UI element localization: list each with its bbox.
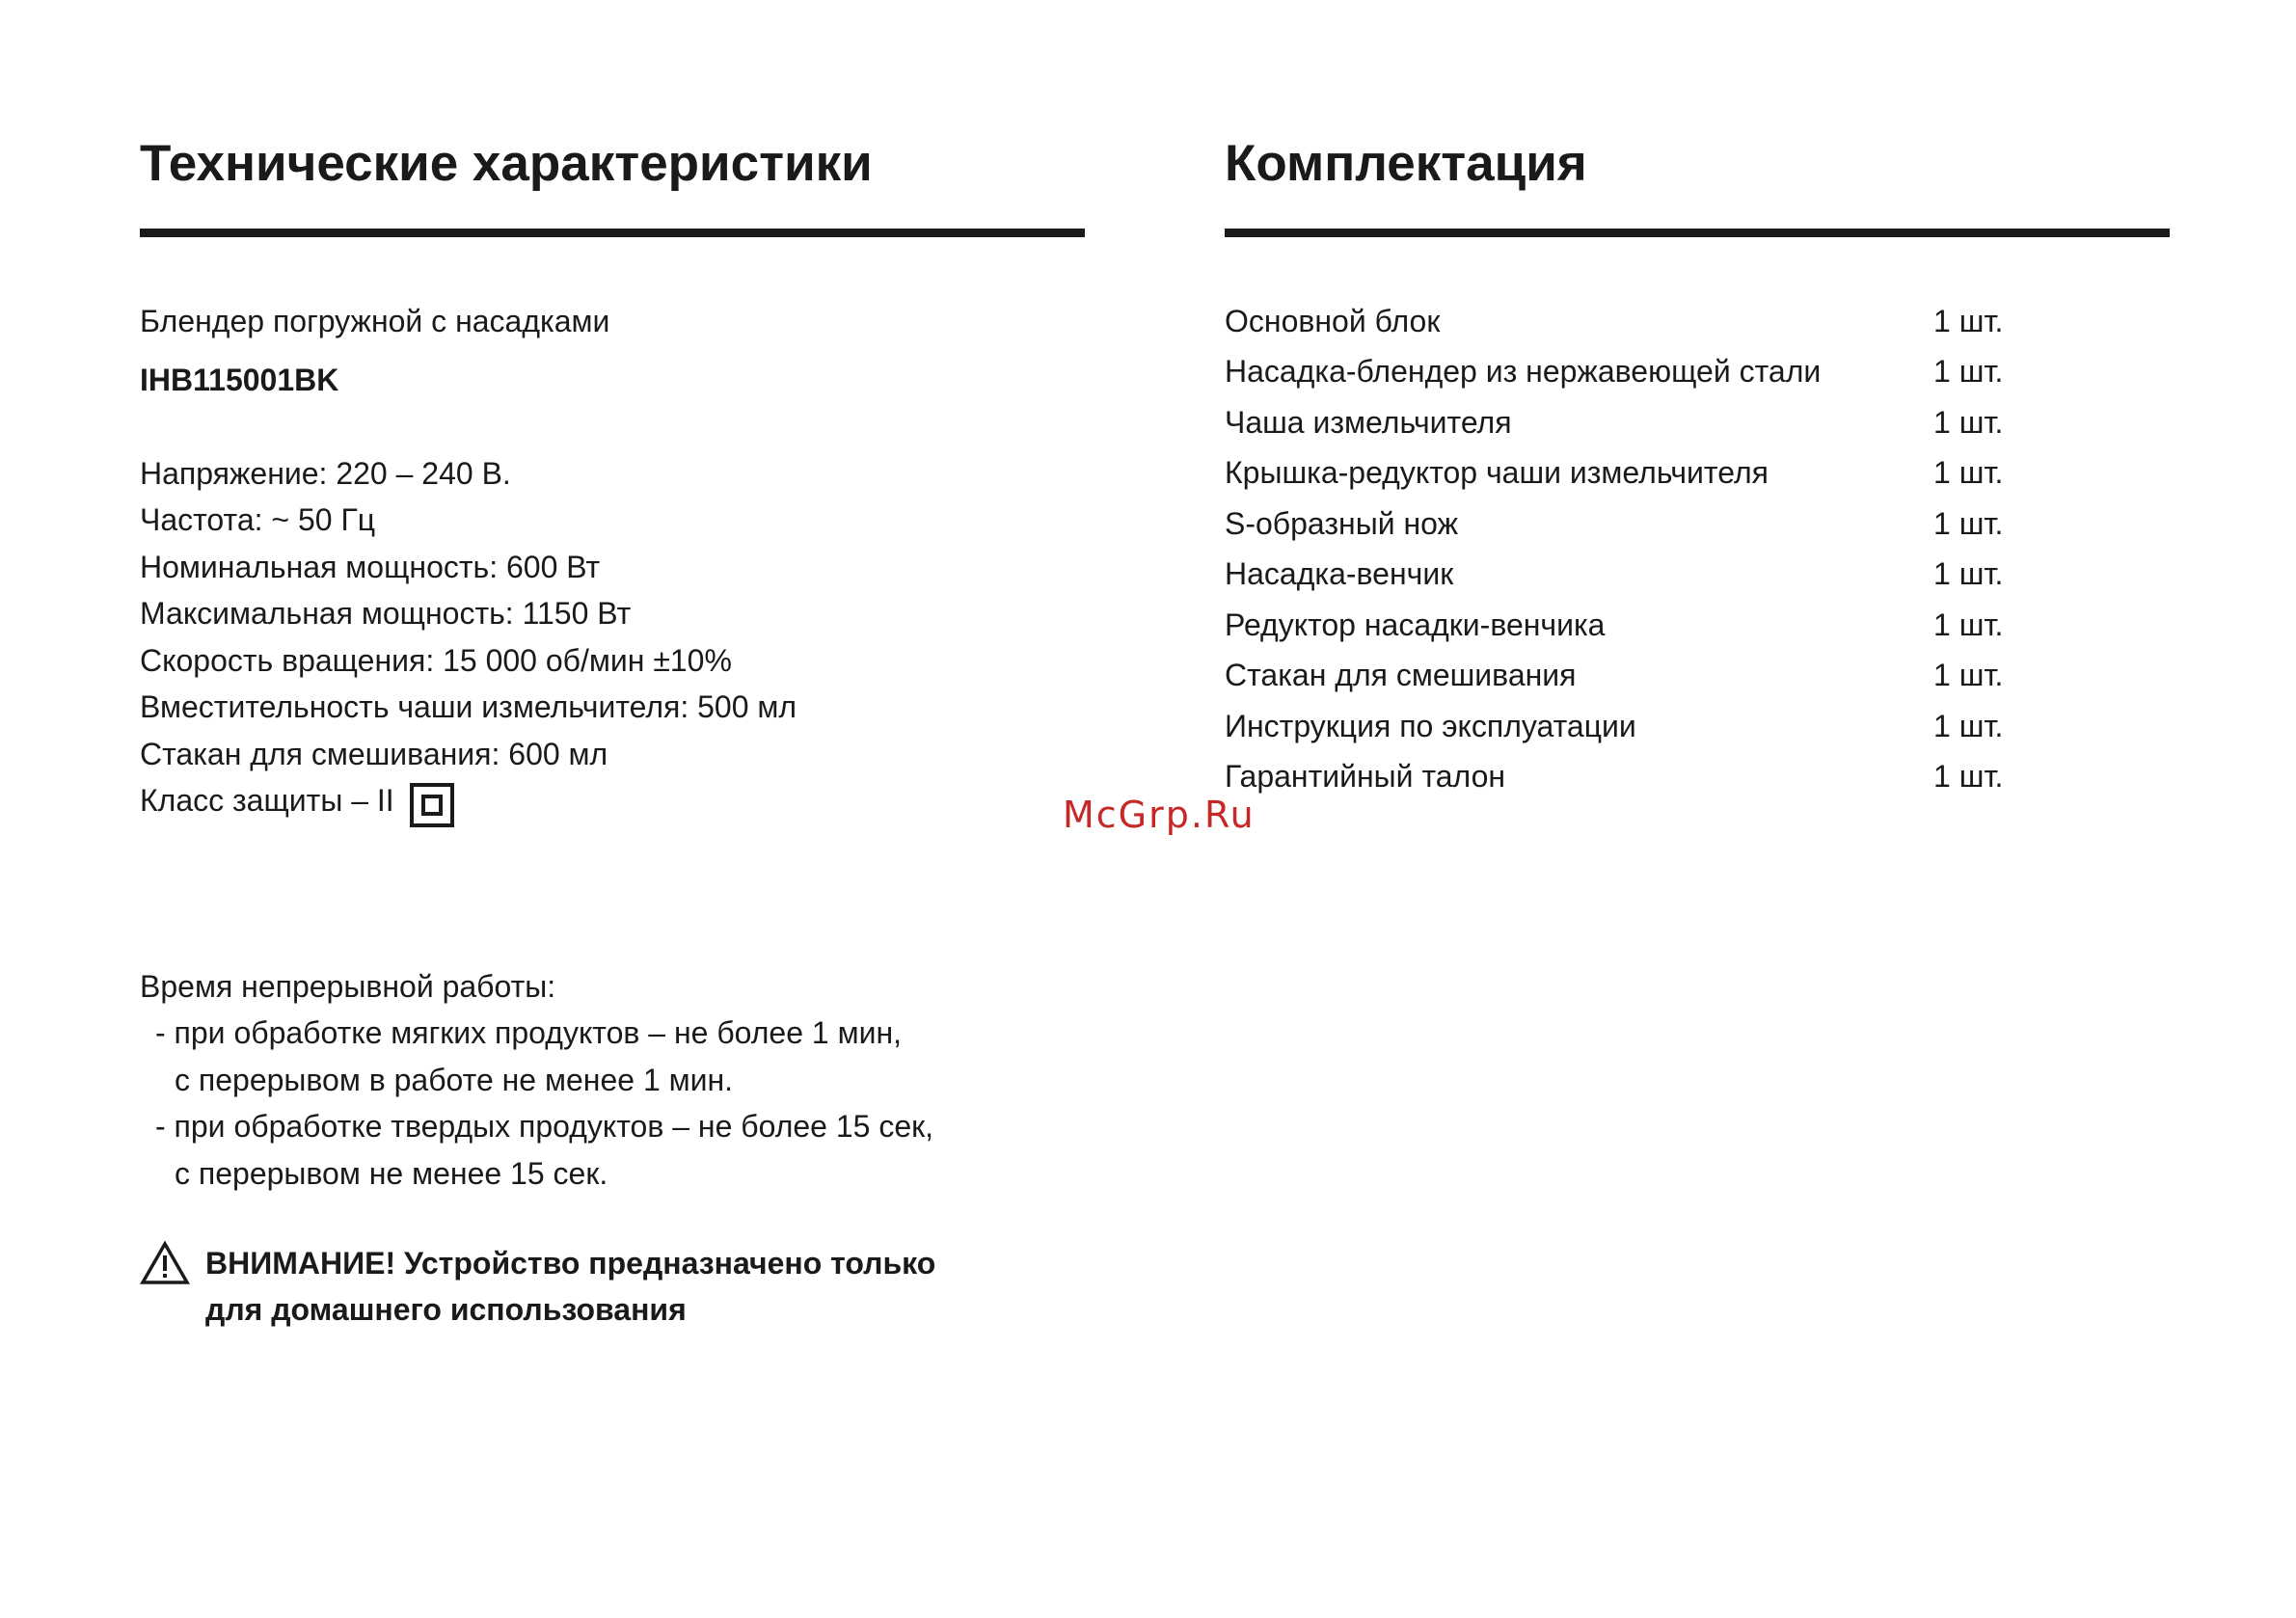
list-item [1225, 757, 2170, 796]
product-name: Блендер погружной с насадками [140, 304, 610, 338]
package-heading: Комплектация [1225, 135, 1587, 192]
item-quantity: 1 шт. [1933, 658, 2004, 692]
warning-text-line2: для домашнего использования [205, 1292, 687, 1327]
list-item [1225, 606, 2170, 644]
spec-beaker-capacity: Стакан для смешивания: 600 мл [140, 737, 608, 771]
item-quantity: 1 шт. [1933, 354, 2004, 389]
item-name: Инструкция по эксплуатации [1225, 709, 1636, 743]
model-number: IHB115001BK [140, 363, 339, 397]
item-quantity: 1 шт. [1933, 556, 2004, 591]
item-name: Чаша измельчителя [1225, 405, 1512, 440]
spec-max-power: Максимальная мощность: 1150 Вт [140, 596, 632, 631]
list-item [1225, 504, 2170, 543]
item-name: S-образный нож [1225, 506, 1458, 541]
list-item [1225, 656, 2170, 694]
double-square-class-ii-icon [410, 783, 454, 827]
item-name: Крышка-редуктор чаши измельчителя [1225, 455, 1769, 490]
item-name: Насадка-венчик [1225, 556, 1454, 591]
list-item [1225, 554, 2170, 593]
spec-protection-class: Класс защиты – II [140, 783, 394, 818]
spec-frequency: Частота: ~ 50 Гц [140, 502, 376, 537]
item-name: Стакан для смешивания [1225, 658, 1577, 692]
item-quantity: 1 шт. [1933, 304, 2004, 338]
item-quantity: 1 шт. [1933, 759, 2004, 794]
warning-triangle-icon [140, 1241, 190, 1285]
specs-heading-rule [140, 229, 1085, 237]
runtime-soft-pause: с перерывом в работе не менее 1 мин. [175, 1063, 734, 1097]
warning-text-line1: ВНИМАНИЕ! Устройство предназначено только [205, 1246, 936, 1281]
item-quantity: 1 шт. [1933, 506, 2004, 541]
item-name: Редуктор насадки-венчика [1225, 607, 1606, 642]
specs-heading: Технические характеристики [140, 135, 873, 192]
package-heading-rule [1225, 229, 2170, 237]
item-name: Насадка-блендер из нержавеющей стали [1225, 354, 1822, 389]
list-item [1225, 707, 2170, 745]
item-name: Основной блок [1225, 304, 1441, 338]
list-item [1225, 352, 2170, 391]
list-item [1225, 403, 2170, 442]
watermark-text: McGrp.Ru [1063, 794, 1256, 836]
spec-voltage: Напряжение: 220 – 240 В. [140, 456, 511, 491]
runtime-hard-line: - при обработке твердых продуктов – не более 15 сек, [155, 1109, 934, 1144]
item-quantity: 1 шт. [1933, 405, 2004, 440]
spec-bowl-capacity: Вместительность чаши измельчителя: 500 мл [140, 689, 797, 724]
item-quantity: 1 шт. [1933, 455, 2004, 490]
item-name: Гарантийный талон [1225, 759, 1506, 794]
runtime-hard-pause: с перерывом не менее 15 сек. [175, 1156, 608, 1191]
list-item [1225, 302, 2170, 340]
list-item [1225, 453, 2170, 492]
spec-rated-power: Номинальная мощность: 600 Вт [140, 550, 601, 584]
item-quantity: 1 шт. [1933, 607, 2004, 642]
runtime-soft-line: - при обработке мягких продуктов – не более 1 мин, [155, 1015, 903, 1050]
item-quantity: 1 шт. [1933, 709, 2004, 743]
spec-rotation-speed: Скорость вращения: 15 000 об/мин ±10% [140, 643, 732, 678]
runtime-title: Время непрерывной работы: [140, 969, 556, 1004]
